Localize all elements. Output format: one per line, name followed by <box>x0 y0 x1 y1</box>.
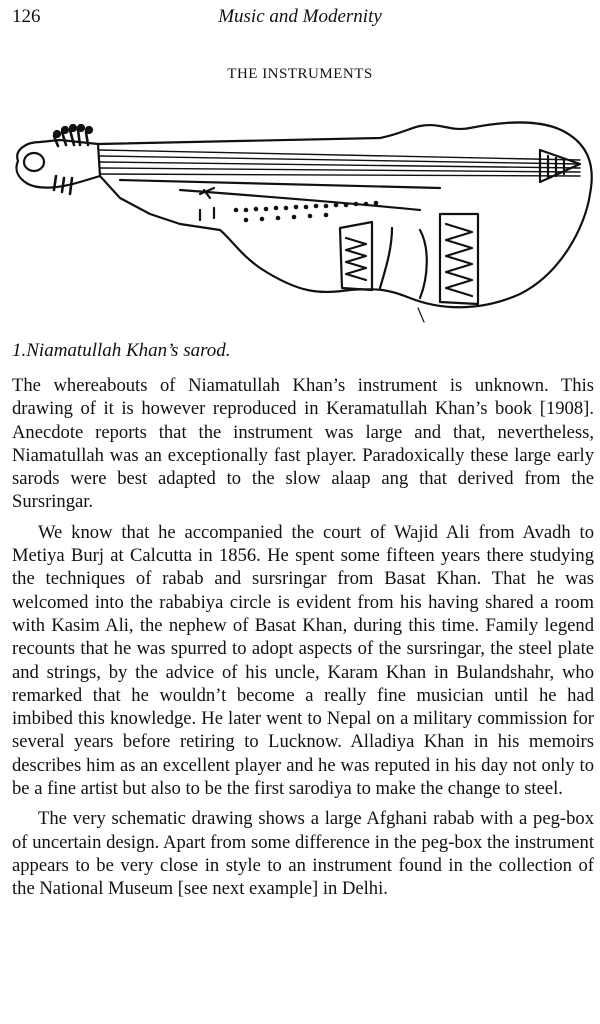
paragraph-3: The very schematic drawing shows a large Afghani rabab with a peg-box of uncertain design. Apart from some difference in the peg-box the instrument appears to be very close in style to an instrument found in the collection of the National Museum [see next example] in Delhi. <box>12 808 594 900</box>
section-title: THE INSTRUMENTS <box>227 66 373 82</box>
page-number: 126 <box>12 6 41 27</box>
paragraph-1: The whereabouts of Niamatullah Khan’s instrument is unknown. This drawing of it is however reproduced in Keramatullah Khan’s book [1908]. Anecdote reports that the instrument was large and that, nevertheless, Niamatullah was an exceptionally fast player. Paradoxically these large early sarods were best adapted to the slow alaap ang that derived from the Sursringar. <box>12 375 594 513</box>
running-head: Music and Modernity <box>218 6 382 27</box>
figure-caption: 1.Niamatullah Khan’s sarod. <box>12 340 231 361</box>
sarod-drawing-icon <box>0 98 600 338</box>
body-text <box>12 374 594 908</box>
paragraph-2: We know that he accompanied the court of Wajid Ali from Avadh to Metiya Burj at Calcutta in 1856. He spent some fifteen years there studying the techniques of rabab and sursringar from Basat Khan. That he was welcomed into the rababiya circle is evident from his having shared a room with Kasim Ali, the nephew of Basat Khan, during this time. Family legend recounts that he was spurred to adopt aspects of the sursringar, the steel plate and strings, by the advice of his uncle, Karam Khan in Bulandshahr, who remarked that he wouldn’t become a really fine musician until he had imbibed this knowledge. He later went to Nepal on a military commission for several years before retiring to Lucknow. Alladiya Khan in his memoirs describes him as an excellent player and he was reputed in his day not only to be a fine artist but also to be the first sarodiya to make the change to steel. <box>12 521 594 800</box>
sarod-figure <box>0 98 600 338</box>
